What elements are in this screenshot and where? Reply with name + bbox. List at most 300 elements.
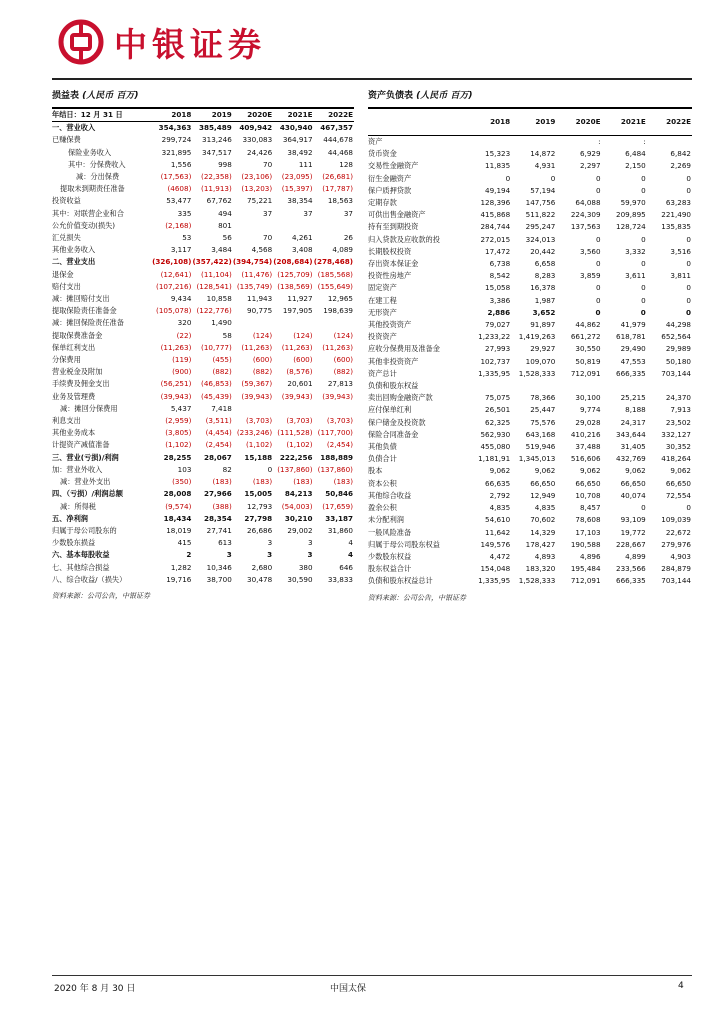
row-value: 0 <box>595 307 601 317</box>
row-value: 0 <box>641 503 646 513</box>
row-value: 1,490 <box>211 318 232 328</box>
row-value: 190,588 <box>570 539 601 549</box>
row-label: 退保金 <box>52 269 74 279</box>
table-row <box>368 282 692 294</box>
row-label: 固定资产 <box>368 283 397 293</box>
row-value: (135,749) <box>236 281 273 291</box>
row-value: 3 <box>307 550 313 560</box>
row-label: 持有至到期投资 <box>368 222 419 232</box>
row-value: 44,468 <box>327 147 353 157</box>
row-value: 209,895 <box>616 210 646 220</box>
row-value: (128,541) <box>196 281 232 291</box>
row-value: 23,502 <box>665 417 691 427</box>
row-value: 410,216 <box>570 429 601 439</box>
row-value: 8,457 <box>579 503 601 513</box>
row-value: 22,672 <box>665 527 691 537</box>
row-value: (9,574) <box>165 501 192 511</box>
row-value: 0 <box>505 173 511 183</box>
row-value: 364,917 <box>282 135 313 145</box>
row-value: 29,002 <box>287 525 313 535</box>
table-row <box>52 403 354 415</box>
row-value: 198,639 <box>323 306 353 316</box>
table-row <box>368 404 692 416</box>
row-label: 其中：分保费收入 <box>68 159 126 169</box>
row-value: 646 <box>339 562 353 572</box>
row-label: 其他非投资资产 <box>368 356 419 366</box>
row-label: 提取未到期责任准备 <box>60 184 125 194</box>
table-row <box>52 476 354 488</box>
row-value: 9,062 <box>625 466 646 476</box>
row-value: 343,644 <box>616 429 646 439</box>
table-row <box>52 159 354 171</box>
table-row <box>52 452 354 464</box>
row-label: 投资资产 <box>368 332 397 342</box>
row-value: 0 <box>686 295 691 305</box>
row-value: 93,109 <box>620 515 646 525</box>
table-row <box>52 147 354 159</box>
row-value: 511,822 <box>525 210 556 220</box>
row-value: 30,590 <box>287 574 313 584</box>
row-value: (124) <box>252 330 273 340</box>
row-value: 4,899 <box>625 551 646 561</box>
row-value: 284,744 <box>480 222 511 232</box>
row-value: 10,708 <box>575 490 601 500</box>
row-value: 14,329 <box>530 527 556 537</box>
table-row <box>368 453 692 465</box>
row-value: 1,419,263 <box>518 332 556 342</box>
row-value: (882) <box>252 367 273 377</box>
table-row <box>368 148 692 160</box>
header-year: 2022E <box>647 109 692 136</box>
table-row <box>52 427 354 439</box>
row-value: 11,943 <box>247 294 273 304</box>
row-value: (1,102) <box>286 440 313 450</box>
row-value: 67,762 <box>206 196 232 206</box>
row-value: (122,776) <box>196 306 232 316</box>
row-value: 455,080 <box>480 442 511 452</box>
table-row <box>368 502 692 514</box>
row-value: 354,363 <box>158 123 192 133</box>
row-value: 70 <box>263 159 273 169</box>
row-value: 1,335,95 <box>478 576 511 586</box>
row-value: 82 <box>222 464 232 474</box>
row-value: 613 <box>218 538 232 548</box>
table-row <box>52 317 354 329</box>
row-value: 56 <box>222 233 232 243</box>
row-value: 28,354 <box>204 513 232 523</box>
row-value: 103 <box>177 464 192 474</box>
row-value <box>647 380 692 392</box>
row-value: 11,835 <box>485 161 511 171</box>
row-value: 6,929 <box>579 149 601 159</box>
header-year: 2021E <box>273 109 313 122</box>
row-value: 75,075 <box>485 393 511 403</box>
row-value: (10,777) <box>201 342 232 352</box>
row-value: 59,970 <box>620 198 646 208</box>
row-value: 1,528,333 <box>518 576 556 586</box>
row-value: 18,563 <box>327 196 353 206</box>
row-label: 可供出售金融资产 <box>368 210 426 220</box>
company-name: 中国太保 <box>330 984 367 994</box>
table-row <box>368 185 692 197</box>
row-value: 4,896 <box>579 551 601 561</box>
row-label: 负债合计 <box>368 454 397 464</box>
row-value <box>314 317 354 329</box>
row-value: 221,490 <box>661 210 691 220</box>
row-value: 295,247 <box>525 222 556 232</box>
row-value: 128 <box>339 159 353 169</box>
row-value: 3 <box>267 538 273 548</box>
row-label: 业务及管理费 <box>52 391 96 401</box>
row-value: 18,019 <box>166 525 192 535</box>
row-value: (183) <box>293 477 313 487</box>
row-value: 380 <box>298 562 313 572</box>
row-value: 0 <box>685 307 691 317</box>
row-value: 128,724 <box>616 222 646 232</box>
row-value: (137,860) <box>277 464 313 474</box>
table-row <box>368 258 692 270</box>
row-value: (3,511) <box>205 416 232 426</box>
row-value: 37 <box>303 208 313 218</box>
row-value <box>511 380 556 392</box>
row-value: 703,144 <box>661 368 691 378</box>
row-label: 衍生金融资产 <box>368 173 412 183</box>
row-label: 货币资金 <box>368 149 397 159</box>
row-value: 128,396 <box>480 198 511 208</box>
income-source: 资料来源：公司公告，中银证券 <box>52 591 150 600</box>
row-value: (2,454) <box>205 440 232 450</box>
row-value: 50,180 <box>665 356 691 366</box>
row-value: 0 <box>641 234 646 244</box>
row-value: 9,434 <box>170 294 192 304</box>
row-label: 减：摊回保险责任准备 <box>52 318 124 328</box>
row-value: 6,658 <box>534 259 556 269</box>
row-value: 183,320 <box>525 564 556 574</box>
row-value: 409,942 <box>239 123 273 133</box>
row-value: (1,102) <box>245 440 273 450</box>
row-value: (107,216) <box>156 281 192 291</box>
table-row <box>52 134 354 146</box>
row-value: (900) <box>172 367 192 377</box>
row-value <box>556 380 601 392</box>
row-value: 28,008 <box>163 489 192 499</box>
row-value: 0 <box>595 185 601 195</box>
balance-title: 资产负债表 (人民币 百万) <box>368 91 473 101</box>
table-row <box>52 354 354 366</box>
table-row <box>52 501 354 513</box>
table-row <box>52 513 354 525</box>
row-value: (394,754) <box>232 257 273 267</box>
row-label: 归属于母公司股东的 <box>52 525 117 535</box>
row-value: (46,853) <box>201 379 232 389</box>
row-value: 58 <box>222 330 232 340</box>
row-value: 25,447 <box>530 405 556 415</box>
row-value: 19,716 <box>166 574 192 584</box>
row-value: 28,067 <box>204 452 232 462</box>
row-value: (111,528) <box>277 428 313 438</box>
row-value: (357,422) <box>192 257 232 267</box>
row-value: (2,168) <box>165 220 192 230</box>
row-value: 195,484 <box>570 564 601 574</box>
row-value: 0 <box>686 234 691 244</box>
row-value: 8,188 <box>625 405 646 415</box>
row-value: 47,553 <box>620 356 646 366</box>
row-label: 其中：对联营企业和合 <box>52 208 124 218</box>
header-year: 2019 <box>192 109 232 122</box>
row-label: 一般风险准备 <box>368 527 412 537</box>
row-value: 53 <box>182 233 192 243</box>
row-value: 11,927 <box>287 294 313 304</box>
row-value: 5,437 <box>170 403 192 413</box>
row-value: 31,405 <box>620 442 646 452</box>
row-value: 53,477 <box>166 196 192 206</box>
row-value: 109,070 <box>525 356 556 366</box>
row-value: 15,005 <box>244 489 273 499</box>
row-value: 0 <box>595 234 601 244</box>
row-label: 其他业务收入 <box>52 245 96 255</box>
row-value: 4,903 <box>670 551 691 561</box>
row-value: 279,976 <box>661 539 691 549</box>
row-value: : <box>598 137 601 146</box>
row-value: (22) <box>176 330 192 340</box>
table-row <box>368 380 692 392</box>
row-value: 228,667 <box>616 539 646 549</box>
row-value: 38,354 <box>287 196 313 206</box>
row-value: (11,913) <box>201 184 232 194</box>
table-row <box>52 195 354 207</box>
table-row <box>52 415 354 427</box>
row-value: 3,611 <box>625 271 646 281</box>
row-value: (11,263) <box>322 342 353 352</box>
row-value: 49,194 <box>485 185 511 195</box>
row-value: 16,378 <box>530 283 556 293</box>
row-value: (8,576) <box>286 367 313 377</box>
row-value: (11,476) <box>241 269 273 279</box>
row-value: 72,554 <box>665 490 691 500</box>
row-value: 24,426 <box>247 147 273 157</box>
row-label: 减：分出保费 <box>76 172 120 182</box>
row-value: 90,775 <box>247 306 273 316</box>
row-value: 3,386 <box>489 295 511 305</box>
row-value: 2,269 <box>670 161 691 171</box>
table-row <box>368 527 692 539</box>
row-value: 14,872 <box>530 149 556 159</box>
table-row <box>368 270 692 282</box>
row-value: 2,680 <box>251 562 273 572</box>
row-value: (17,659) <box>322 501 353 511</box>
row-label: 股东权益合计 <box>368 564 412 574</box>
row-value: (117,700) <box>317 428 353 438</box>
row-value: 0 <box>641 185 646 195</box>
row-value: 313,246 <box>202 135 232 145</box>
row-value: 27,813 <box>327 379 353 389</box>
row-value: (17,787) <box>322 184 353 194</box>
row-value: 37 <box>263 208 273 218</box>
table-row <box>52 305 354 317</box>
row-value: (39,943) <box>281 391 313 401</box>
row-value: 4 <box>348 538 353 548</box>
row-value: 9,062 <box>489 466 511 476</box>
row-value: 24,370 <box>665 393 691 403</box>
row-value: (39,943) <box>322 391 353 401</box>
table-row <box>368 368 692 380</box>
header-year: 2019 <box>511 109 556 136</box>
row-value: 562,930 <box>480 429 511 439</box>
income-title: 损益表 (人民币 百万) <box>52 91 139 101</box>
row-value: 29,028 <box>575 417 601 427</box>
row-value: 0 <box>641 295 646 305</box>
row-value <box>233 317 273 329</box>
table-row <box>368 319 692 331</box>
row-value: (183) <box>252 477 273 487</box>
row-label: 提取保险责任准备金 <box>52 306 117 316</box>
row-value: 3,117 <box>170 245 192 255</box>
row-label: 其他综合收益 <box>368 490 412 500</box>
row-value: 29,989 <box>665 344 691 354</box>
row-value: (11,263) <box>281 342 313 352</box>
header-year: 2020E <box>556 109 601 136</box>
row-value: 703,144 <box>661 576 691 586</box>
row-value: (11,104) <box>201 269 232 279</box>
row-value: 347,517 <box>202 147 232 157</box>
row-value: 320 <box>177 318 192 328</box>
row-value: 27,741 <box>206 525 232 535</box>
header-label <box>368 109 466 136</box>
row-value: (11,263) <box>160 342 192 352</box>
row-value: 2 <box>186 550 192 560</box>
row-value: 0 <box>686 173 691 183</box>
row-value: 54,610 <box>485 515 511 525</box>
row-value: (233,246) <box>236 428 273 438</box>
header-year: 2020E <box>233 109 273 122</box>
row-value: 3 <box>267 550 273 560</box>
row-value: 8,283 <box>534 271 556 281</box>
row-value: 1,528,333 <box>518 368 556 378</box>
table-row <box>52 281 354 293</box>
table-row <box>368 417 692 429</box>
table-row <box>52 488 354 500</box>
row-value <box>647 136 692 149</box>
row-value <box>233 403 273 415</box>
table-row <box>52 256 354 268</box>
row-value: 37 <box>343 208 353 218</box>
row-label: 交易性金融资产 <box>368 161 419 171</box>
table-row <box>368 221 692 233</box>
row-value: 66,635 <box>485 478 511 488</box>
row-value: 84,213 <box>284 489 313 499</box>
row-value: 41,979 <box>620 320 646 330</box>
row-value: 40,074 <box>620 490 646 500</box>
row-value: 188,889 <box>320 452 353 462</box>
row-value: 30,210 <box>284 513 313 523</box>
row-value: 0 <box>641 283 646 293</box>
row-label: 存出资本保证金 <box>368 259 419 269</box>
row-value: (3,703) <box>286 416 313 426</box>
row-value: (15,397) <box>281 184 313 194</box>
row-value: 4,893 <box>534 551 556 561</box>
table-row <box>52 464 354 476</box>
row-value: 666,335 <box>616 576 646 586</box>
row-label: 计提资产减值准备 <box>52 440 110 450</box>
row-value: (124) <box>293 330 313 340</box>
table-row <box>368 514 692 526</box>
row-label: 保险合同准备金 <box>368 429 419 439</box>
row-value: 79,027 <box>485 320 511 330</box>
table-row <box>368 343 692 355</box>
row-value: 27,798 <box>244 513 273 523</box>
row-value: 324,013 <box>525 234 556 244</box>
row-value: 4,089 <box>332 245 353 255</box>
row-value: (2,959) <box>165 416 192 426</box>
row-value: 30,550 <box>575 344 601 354</box>
table-row <box>52 244 354 256</box>
table-row <box>368 136 692 149</box>
row-label: 二、营业支出 <box>52 257 96 267</box>
row-value: 666,335 <box>616 368 646 378</box>
row-value: (278,468) <box>313 257 353 267</box>
row-value: 4,835 <box>534 503 556 513</box>
row-value: (39,943) <box>241 391 273 401</box>
row-value: (45,439) <box>201 391 232 401</box>
row-value: 31,860 <box>327 525 353 535</box>
row-value: 30,100 <box>575 393 601 403</box>
row-value <box>466 380 511 392</box>
row-value: 111 <box>298 159 313 169</box>
row-value: 6,484 <box>625 149 646 159</box>
row-value: 20,601 <box>287 379 313 389</box>
row-value: 222,256 <box>279 452 313 462</box>
row-value: (23,106) <box>241 172 273 182</box>
row-value: 70,602 <box>530 515 556 525</box>
table-row <box>368 563 692 575</box>
table-row <box>368 209 692 221</box>
row-value <box>314 403 354 415</box>
table-row <box>52 232 354 244</box>
row-label: 减：所得税 <box>60 501 96 511</box>
row-value: 430,940 <box>279 123 313 133</box>
row-value: 50,846 <box>325 489 353 499</box>
row-value <box>273 220 313 232</box>
footer-rule <box>52 975 692 976</box>
balance-source: 资料来源：公司公告，中银证券 <box>368 593 466 602</box>
row-value: 7,418 <box>211 403 232 413</box>
row-value: 444,678 <box>323 135 353 145</box>
table-row <box>368 246 692 258</box>
row-value: 0 <box>686 259 691 269</box>
row-value: 1,345,013 <box>518 454 556 464</box>
row-value: 284,879 <box>661 564 691 574</box>
row-value: 154,048 <box>480 564 511 574</box>
row-value: 0 <box>686 503 691 513</box>
row-value <box>511 136 556 149</box>
row-value: (183) <box>212 477 232 487</box>
row-label: 提取保费准备金 <box>52 330 103 340</box>
row-value <box>314 220 354 232</box>
row-value: 233,566 <box>616 564 646 574</box>
row-value: 712,091 <box>570 368 601 378</box>
row-value: 4 <box>347 550 353 560</box>
row-value: 3,408 <box>291 245 313 255</box>
row-value: 432,769 <box>616 454 646 464</box>
row-value: 0 <box>550 173 556 183</box>
row-label: 投资性房地产 <box>368 271 412 281</box>
row-value <box>466 136 511 149</box>
row-value: 78,608 <box>575 515 601 525</box>
row-value: 28,255 <box>163 452 192 462</box>
table-row <box>368 307 692 319</box>
row-label: 减：摊回赔付支出 <box>52 294 110 304</box>
row-label: 公允价值变动(损失) <box>52 220 116 230</box>
